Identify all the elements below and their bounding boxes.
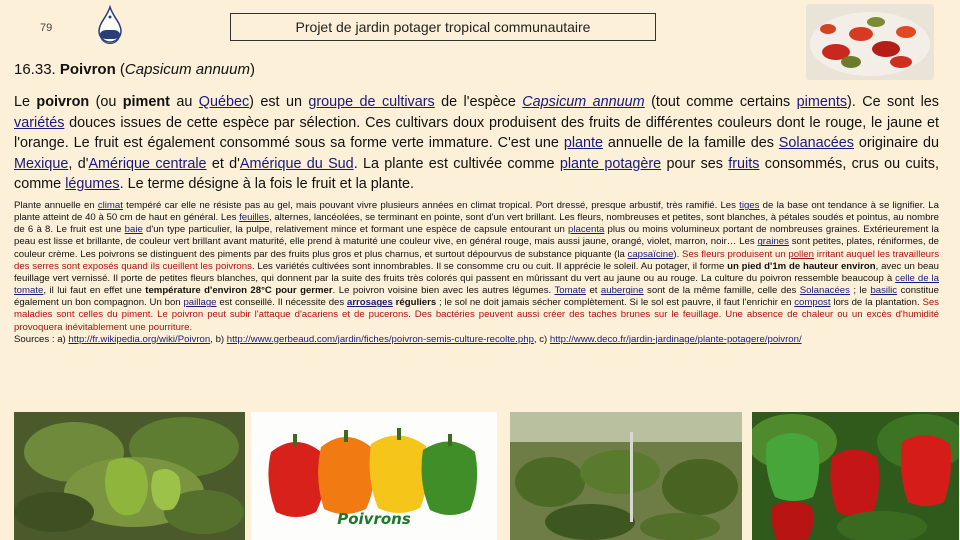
- colored-peppers-photo: [251, 412, 497, 540]
- text: ; le sol ne doit jamais sécher complètement. Si le sol est pauvre, il faut l'enrichir en: [436, 297, 795, 309]
- page-number: 79: [40, 22, 53, 34]
- text: pour ses: [661, 155, 729, 172]
- link-basilic[interactable]: basilic: [870, 285, 898, 297]
- header-title: Projet de jardin potager tropical communautaire: [295, 19, 591, 35]
- link-fruits[interactable]: fruits: [728, 155, 760, 172]
- link-aubergine[interactable]: aubergine: [600, 285, 644, 297]
- link-amerique-centrale[interactable]: Amérique centrale: [88, 155, 207, 172]
- text: au: [169, 94, 199, 110]
- text: Plante annuelle en: [14, 200, 98, 211]
- text: douces issues de cette espèce par sélection. Ces cultivars doux produisent des fruits de différentes couleurs dont le rouge, le jaune et l'orange. Le fruit est également consommé sous sa forme verte immature. C'est une: [14, 114, 939, 151]
- text: annuelle de la famille des: [603, 135, 779, 151]
- text: de la base ont tendance à se lignifier. La plante atteint de 40 à 50 cm de haut en général. Les: [14, 200, 939, 224]
- link-capsaicine[interactable]: capsaïcine: [627, 248, 674, 260]
- link-paillage[interactable]: paillage: [183, 297, 217, 309]
- text: sont petites, plates, réniformes, de couleur crème. Les poivrons se distinguent des piments par des fruits plus gros et plus charnus, et surtout dépourvus de substance piquante (la: [14, 236, 939, 260]
- disease-text: Ses maladies sont celles du piment. Le poivron peut subir l'attaque d'acariens et de pucerons. Des bactéries peuvent aussi créer des taches brunes sur le feuillage. Une absence de chaleur ou un excès d'humidité provoquera inévitablement une pourriture.: [14, 297, 939, 333]
- sources-label: Sources : a): [14, 333, 69, 345]
- link-groupe-cultivars[interactable]: groupe de cultivars: [308, 94, 435, 110]
- roasted-peppers-thumbnail: [806, 4, 934, 80]
- text: (ou: [89, 94, 123, 110]
- text: plus ou moins volumineux portant de nombreuses graines. Extérieurement la peau est lisse et brillante, de couleur vert brillant avant maturité, elle prend à maturité une couleur vive, en général rouge, mais aussi jaune, orangé, violet, marron, noir… Les: [14, 224, 939, 248]
- link-celle-de-la-tomate[interactable]: celle de la tomate: [14, 272, 939, 297]
- source-link-a[interactable]: http://fr.wikipedia.org/wiki/Poivron: [68, 333, 211, 345]
- link-feuilles[interactable]: feuilles: [239, 212, 269, 224]
- text: , alternes, lancéolées, se terminant en pointe, sont d'un vert brillant. Les fleurs, nombreuses et petites, sont blanches, à pétales soudés et pointus, au nombre de 6 à 8. Le fruit est une: [14, 212, 939, 236]
- section-title: Poivron: [59, 61, 116, 78]
- text: Le: [14, 94, 37, 110]
- pepper-plant-photo: [14, 412, 245, 540]
- link-tomate[interactable]: Tomate: [554, 285, 586, 297]
- text: lors de la plantation.: [830, 297, 923, 309]
- emphasis-text: un pied d'1m de hauteur environ: [727, 260, 876, 272]
- text: ). Ce sont les: [847, 94, 939, 110]
- garden-rows-photo: [510, 412, 742, 540]
- link-quebec[interactable]: Québec: [198, 94, 250, 110]
- link-varietes[interactable]: variétés: [14, 114, 65, 131]
- link-piments[interactable]: piments: [796, 94, 848, 110]
- text: ; le: [849, 285, 871, 297]
- header-title-box: [230, 13, 656, 41]
- link-amerique-du-sud[interactable]: Amérique du Sud: [239, 155, 354, 172]
- link-tiges[interactable]: tiges: [739, 200, 760, 211]
- link-placenta[interactable]: placenta: [568, 224, 605, 236]
- link-climat[interactable]: climat: [97, 200, 123, 211]
- text: (tout comme certains: [644, 94, 797, 110]
- link-pollen[interactable]: pollen: [788, 248, 814, 260]
- term-piment: piment: [122, 94, 170, 110]
- text: . La plante est cultivée comme: [353, 155, 560, 172]
- text: de l'espèce: [434, 94, 523, 110]
- text: ).: [673, 248, 683, 260]
- term-poivron: poivron: [36, 94, 90, 110]
- link-legumes[interactable]: légumes: [65, 176, 120, 192]
- warning-text: irritant auquel les travailleurs des serres sont exposés quand ils cueillent les poivrons: [14, 248, 939, 272]
- link-baie[interactable]: baie: [124, 224, 143, 236]
- description-paragraph: [14, 200, 939, 346]
- section-latin-name: Capsicum annuum: [124, 61, 250, 78]
- red-green-peppers-photo: [752, 412, 959, 540]
- text: , il lui faut en effet une: [43, 285, 146, 297]
- link-compost[interactable]: compost: [794, 297, 831, 309]
- link-graines[interactable]: graines: [757, 236, 789, 248]
- text: , d': [68, 155, 89, 172]
- link-capsicum-annuum[interactable]: Capsicum annuum: [522, 94, 645, 110]
- text: tempéré car elle ne résiste pas au gel, mais pouvant vivre plusieurs années en climat tropical. Port dressé, presque arbustif, très ramifié. Les: [122, 200, 740, 211]
- text: originaire du: [854, 135, 939, 151]
- text: d'un type particulier, la pulpe, relativement mince et formant une espèce de capsule entourant un: [142, 224, 569, 236]
- text: . Le poivron voisine bien avec les autres légumes.: [332, 285, 555, 297]
- photo-caption: Poivrons: [337, 510, 411, 528]
- text: sont de la même famille, celle des: [643, 285, 800, 297]
- link-plante[interactable]: plante: [563, 135, 604, 151]
- text: , b): [210, 333, 227, 345]
- emphasis-text: réguliers: [392, 297, 437, 309]
- section-heading: 16.33. Poivron (Capsicum annuum): [14, 61, 255, 78]
- text: constitue également un bon compagnon. Un bon: [14, 285, 939, 309]
- text: ) est un: [249, 94, 309, 110]
- warning-text: Ses fleurs produisent un: [682, 248, 789, 260]
- link-mexique[interactable]: Mexique: [14, 155, 69, 172]
- source-link-c[interactable]: http://www.deco.fr/jardin-jardinage/plante-potagere/poivron/: [549, 333, 802, 345]
- text: consommés, crus ou cuits, comme: [14, 155, 939, 192]
- section-number: 16.33.: [14, 61, 56, 78]
- text: est conseillé. Il nécessite des: [216, 297, 347, 309]
- text: , avec un beau feuillage vert vernissé. Il porte de petites fleurs blanches, qui donnent par la suite des fruits très colorés qui passent en mûrissant du vert au jaune ou au rouge. La culture du poivron ressemble beaucoup à: [14, 260, 939, 284]
- text: . Le terme désigne à la fois le fruit et la plante.: [119, 176, 414, 192]
- text: et: [585, 285, 601, 297]
- text: . Les variétés cultivées sont innombrables. Il se consomme cru ou cuit. Il apprécie le soleil. Au potager, il forme: [251, 260, 728, 272]
- link-plante-potagere[interactable]: plante potagère: [559, 155, 662, 172]
- intro-paragraph: [14, 92, 939, 195]
- link-solanacees-2[interactable]: Solanacées: [799, 285, 850, 297]
- link-arrosages[interactable]: arrosages: [346, 297, 393, 309]
- link-solanacees[interactable]: Solanacées: [778, 135, 855, 151]
- text: , c): [533, 333, 550, 345]
- text: et d': [206, 155, 240, 172]
- water-drop-logo-icon: [95, 5, 125, 45]
- source-link-b[interactable]: http://www.gerbeaud.com/jardin/fiches/poivron-semis-culture-recolte.php: [226, 333, 534, 345]
- emphasis-text: température d'environ 28°C pour germer: [145, 285, 333, 297]
